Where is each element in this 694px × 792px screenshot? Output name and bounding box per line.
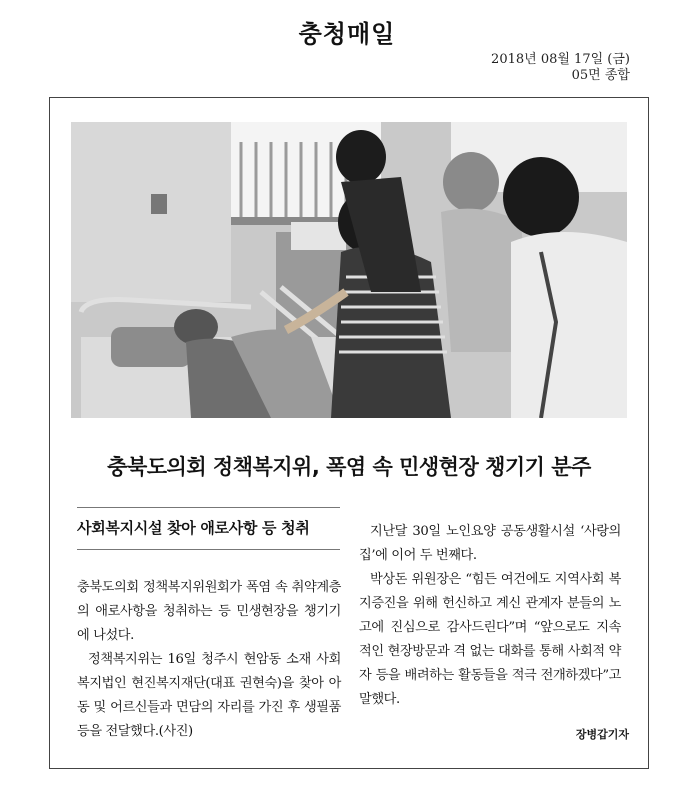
reporter-byline: 장병갑기자 xyxy=(575,728,629,741)
divider-left-bottom xyxy=(77,549,340,550)
issue-date: 2018년 08월 17일 (금) xyxy=(491,52,630,67)
page-section: 05면 종합 xyxy=(571,68,630,83)
right-paragraph-1: 지난달 30일 노인요양 공동생활시설 ‘사랑의 집’에 이어 두 번째다. xyxy=(359,524,621,563)
left-paragraph-2 xyxy=(77,648,341,744)
right-paragraph-2: 박상돈 위원장은 “힘든 여건에도 지역사회 복지증진을 위해 헌신하고 계신 관계자 분들의 노고에 진심으로 감사드린다”며 “앞으로도 지속적인 현장방문과 격 없는 대화를 통해 사회적 약자 등을 배려하는 활동들을 적극 전개하겠다”고 말했다. xyxy=(359,572,621,707)
divider-left xyxy=(77,507,340,508)
article-headline: 충북도의회 정책복지위, 폭염 속 민생현장 챙기기 분주 xyxy=(107,455,591,479)
dateline xyxy=(491,52,630,84)
left-paragraph-2-text: 정책복지위는 16일 청주시 현암동 소재 사회복지법인 현진복지재단(대표 권현숙)을 찾아 아동 및 어르신들과 면담의 자리를 가진 후 생필품 등을 전달했다. xyxy=(77,652,341,739)
photo-man-right xyxy=(503,157,579,237)
article-column-left xyxy=(77,576,341,744)
article-subheadline: 사회복지시설 찾아 애로사항 등 청취 xyxy=(77,519,310,537)
photo-caption-label: (사진) xyxy=(158,724,193,739)
article-column-right xyxy=(359,520,621,712)
newspaper-masthead: 충청매일 xyxy=(298,20,396,48)
left-paragraph-1: 충북도의회 정책복지위원회가 폭염 속 취약계층의 애로사항을 청취하는 등 민생현장을 챙기기에 나섰다. xyxy=(77,580,341,643)
article-photo xyxy=(71,122,627,418)
